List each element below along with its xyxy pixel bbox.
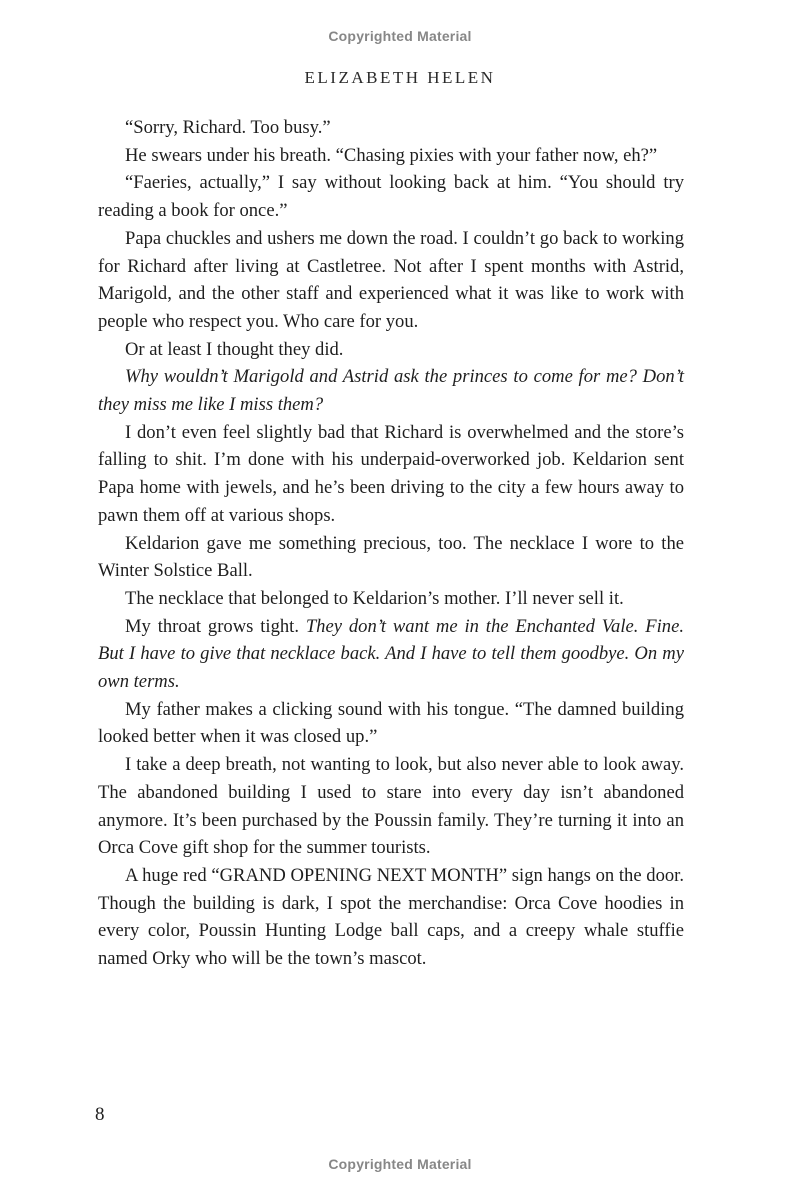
- page-number: 8: [95, 1104, 105, 1125]
- paragraph: [98, 114, 684, 142]
- paragraph-segment: He swears under his breath. “Chasing pixies with your father now, eh?”: [125, 144, 658, 166]
- paragraph: [98, 419, 684, 530]
- paragraph-segment: Papa chuckles and ushers me down the road. I couldn’t go back to working for Richard after living at Castletree. Not after I spent months with Astrid, Marigold, and the other staff and experienced what it was like to work with people who respect you. Who care for you.: [98, 227, 684, 332]
- author-name-header: ELIZABETH HELEN: [304, 68, 496, 87]
- paragraph-segment-italic: They don’t want me in the Enchanted Vale. Fine. But I have to give that necklace back. And I have to tell them goodbye. On my own terms.: [98, 615, 684, 693]
- paragraph-segment: Or at least I thought they did.: [125, 338, 344, 360]
- paragraph: [98, 142, 684, 170]
- copyright-notice-bottom: Copyrighted Material: [328, 1156, 472, 1172]
- paragraph-segment: The necklace that belonged to Keldarion’s mother. I’ll never sell it.: [125, 587, 624, 609]
- paragraph: [98, 169, 684, 224]
- paragraph-segment: My father makes a clicking sound with his tongue. “The damned building looked better when it was closed up.”: [98, 698, 684, 748]
- paragraph-segment-italic: Why wouldn’t Marigold and Astrid ask the princes to come for me? Don’t they miss me like I miss them?: [98, 366, 684, 416]
- paragraph-segment: A huge red “GRAND OPENING NEXT MONTH” sign hangs on the door. Though the building is dark, I spot the merchandise: Orca Cove hoodies in every color, Poussin Hunting Lodge ball caps, and a creepy whale stuffie named Orky who will be the town’s mascot.: [98, 864, 684, 970]
- paragraph-segment: I don’t even feel slightly bad that Richard is overwhelmed and the store’s falling to shit. I’m done with his underpaid-overworked job. Keldarion sent Papa home with jewels, and he’s been driving to the city a few hours away to pawn them off at various shops.: [98, 421, 684, 526]
- paragraph-segment: My throat grows tight.: [125, 615, 306, 637]
- copyright-notice-top: Copyrighted Material: [328, 28, 472, 44]
- paragraph-segment: Keldarion gave me something precious, too. The necklace I wore to the Winter Solstice Ball.: [98, 532, 684, 582]
- paragraph-segment: “Sorry, Richard. Too busy.”: [125, 117, 331, 138]
- paragraph: [98, 363, 684, 418]
- paragraph: [98, 530, 684, 585]
- paragraph: [98, 585, 684, 613]
- text-body: [98, 114, 684, 973]
- paragraph: [98, 751, 684, 862]
- paragraph-segment: I take a deep breath, not wanting to look, but also never able to look away. The abandoned building I used to stare into every day isn’t abandoned anymore. It’s been purchased by the Poussin family. They’re turning it into an Orca Cove gift shop for the summer tourists.: [98, 754, 684, 859]
- paragraph: [98, 862, 684, 973]
- paragraph: [98, 336, 684, 364]
- paragraph: [98, 225, 684, 336]
- paragraph: [98, 696, 684, 751]
- paragraph: [98, 613, 684, 696]
- paragraph-segment: “Faeries, actually,” I say without looking back at him. “You should try reading a book for once.”: [98, 172, 684, 222]
